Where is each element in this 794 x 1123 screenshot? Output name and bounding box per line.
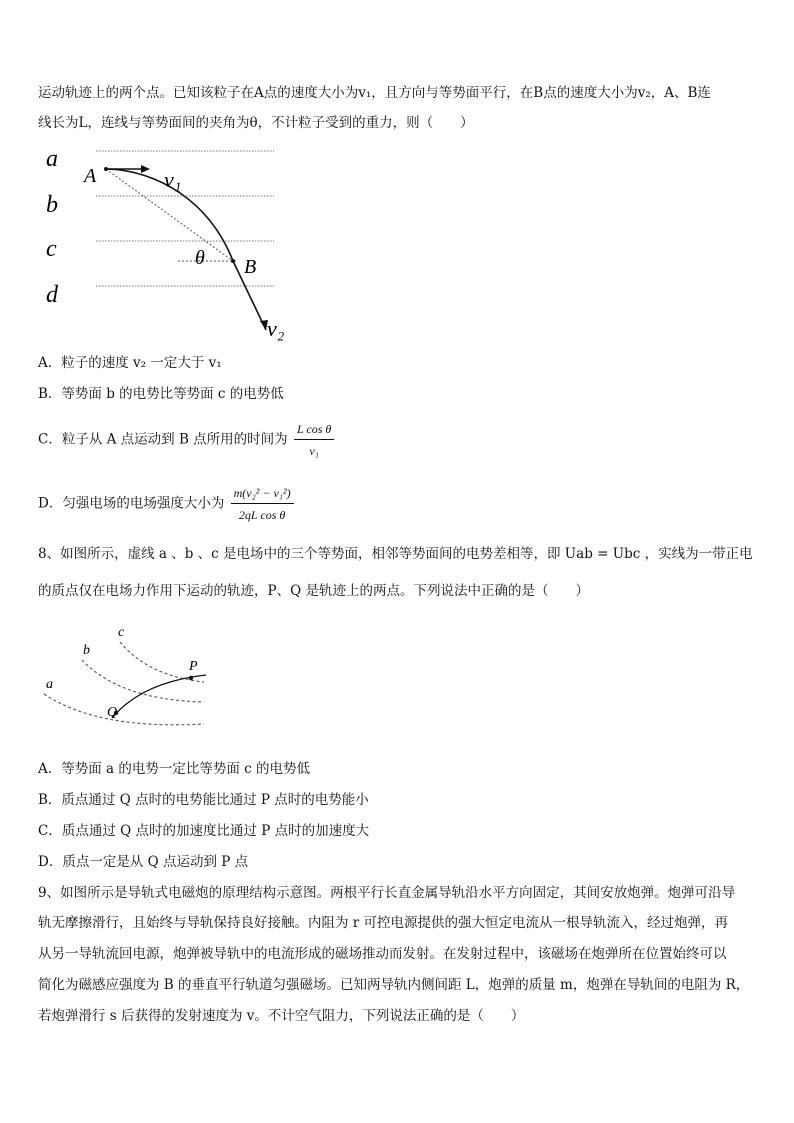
- q7-intro-line1: 运动轨迹上的两个点。已知该粒子在A点的速度大小为v₁，且方向与等势面平行，在B点的速度大小为v₂，A、B连: [38, 85, 711, 101]
- q8-option-C: C．质点通过 Q 点时的加速度比通过 P 点时的加速度大: [38, 823, 370, 839]
- q7-option-D-denominator: 2qL cos θ: [238, 508, 286, 522]
- q7-option-C-fraction: [294, 420, 334, 460]
- q7-label-A: A: [84, 165, 97, 187]
- q7-option-D-text: D．匀强电场的电场强度大小为: [38, 495, 225, 512]
- q8-trajectory: [112, 675, 206, 718]
- q8-option-B: B．质点通过 Q 点时的电势能比通过 P 点时的电势能小: [38, 792, 369, 808]
- q8-line2: 的质点仅在电场力作用下运动的轨迹，P、Q 是轨迹上的两点。下列说法中正确的是（ ）: [38, 583, 589, 599]
- q7-option-A: A．粒子的速度 v₂ 一定大于 v₁: [38, 355, 222, 371]
- q7-option-D-fraction: [231, 484, 294, 524]
- q7-label-c: c: [46, 236, 57, 262]
- q8-equipotential-a: [44, 694, 204, 725]
- q7-label-B: B: [244, 256, 257, 278]
- q8-label-c: c: [118, 625, 125, 640]
- q8-label-Q: Q: [107, 705, 118, 720]
- q7-point-B-dot: [231, 259, 235, 263]
- q7-label-v1: v₁: [164, 167, 182, 192]
- q9-line1: 9、如图所示是导轨式电磁炮的原理结构示意图。两根平行长直金属导轨沿水平方向固定，其间安放炮弹。炮弹可沿导: [38, 885, 736, 901]
- q7-option-D-numerator: m(v₂² − v₁²): [231, 484, 294, 504]
- q7-option-C-text: C．粒子从 A 点运动到 B 点所用的时间为: [38, 431, 288, 448]
- q8-label-b: b: [83, 643, 90, 658]
- q7-option-C-numerator: L cos θ: [294, 420, 334, 440]
- q7-option-D: [38, 484, 294, 524]
- q7-v1-arrowhead: [141, 165, 150, 173]
- q7-label-theta: θ: [195, 247, 205, 269]
- q7-intro-line2: 线长为L，连线与等势面间的夹角为θ，不计粒子受到的重力，则（ ）: [38, 115, 474, 131]
- q7-option-C-denominator: v₁: [309, 444, 319, 458]
- q7-option-B: B．等势面 b 的电势比等势面 c 的电势低: [38, 386, 284, 402]
- q8-label-P: P: [189, 659, 198, 674]
- q7-option-C: [38, 420, 334, 460]
- q9-line4: 简化为磁感应强度为 B 的垂直平行轨道匀强磁场。已知两导轨内侧间距 L，炮弹的质量 m，炮弹在导轨间的电阻为 R，: [38, 977, 750, 993]
- q7-label-b: b: [46, 192, 58, 218]
- q7-label-v2: v₂: [267, 316, 285, 341]
- q8-option-A: A．等势面 a 的电势一定比等势面 c 的电势低: [38, 761, 311, 777]
- q7-label-d: d: [46, 282, 58, 308]
- q7-figure: [38, 140, 298, 346]
- q9-line2: 轨无摩擦滑行，且始终与导轨保持良好接触。内阻为 r 可控电源提供的强大恒定电流从一根导轨流入，经过炮弹，再: [38, 915, 729, 931]
- q8-line1: 8、如图所示，虚线 a 、b 、c 是电场中的三个等势面，相邻等势面间的电势差相等，即 Uab = Ubc ，实线为一带正电: [38, 546, 753, 562]
- q8-figure: [38, 620, 228, 738]
- q7-label-a: a: [46, 146, 58, 172]
- q8-option-D: D．质点一定是从 Q 点运动到 P 点: [38, 854, 249, 870]
- q7-point-A-dot: [104, 167, 108, 171]
- q8-label-a: a: [46, 677, 53, 692]
- q8-point-P-dot: [189, 676, 193, 680]
- q8-equipotential-b: [82, 660, 204, 702]
- q9-line5: 若炮弹滑行 s 后获得的发射速度为 v。不计空气阻力，下列说法正确的是（ ）: [38, 1008, 525, 1024]
- q9-line3: 从另一导轨流回电源，炮弹被导轨中的电流形成的磁场推动而发射。在发射过程中，该磁场在炮弹所在位置始终可以: [38, 946, 727, 962]
